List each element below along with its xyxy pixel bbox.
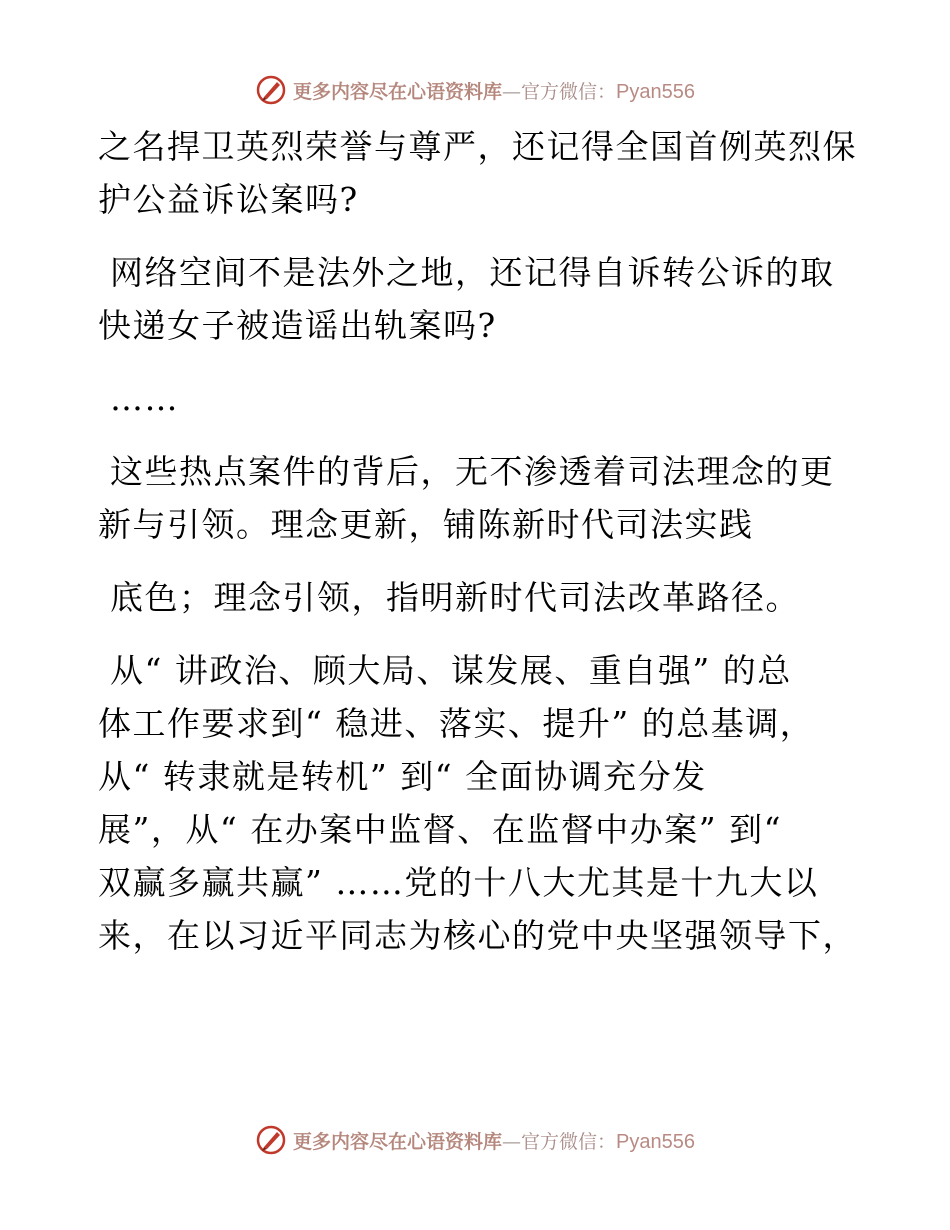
paragraph: [98, 571, 858, 624]
text-line: 体工作要求到“ 稳进、落实、提升” 的总基调，: [98, 704, 815, 743]
wechat-label: 官方微信：: [521, 80, 617, 103]
text-line: 之名捍卫英烈荣誉与尊严，还记得全国首例英烈保: [98, 127, 857, 166]
text-line: 这些热点案件的背后，无不渗透着司法理念的更: [98, 452, 835, 491]
header-banner: [0, 70, 950, 110]
site-name: 更多内容尽在心语资料库: [293, 1130, 503, 1153]
wechat-label: 官方微信：: [521, 1130, 617, 1153]
site-name: 更多内容尽在心语资料库: [293, 80, 503, 103]
text-line: 护公益诉讼案吗?: [98, 180, 359, 219]
text-line: ……: [98, 379, 179, 418]
text-line: 从“ 转隶就是转机” 到“ 全面协调充分发: [98, 757, 707, 796]
paragraph: [98, 246, 858, 352]
wechat-id: Pyan556: [616, 1130, 695, 1153]
pen-logo-icon: [255, 74, 287, 106]
text-line: 来，在以习近平同志为核心的党中央坚强领导下，: [98, 916, 857, 955]
paragraph: [98, 445, 858, 551]
text-line: 新与引领。理念更新，铺陈新时代司法实践: [98, 505, 754, 544]
document-body: [98, 120, 858, 962]
wechat-id: Pyan556: [616, 80, 695, 103]
text-line: 从“ 讲政治、顾大局、谋发展、重自强” 的总: [98, 651, 792, 690]
text-line: 展”，从“ 在办案中监督、在监督中办案” 到“: [98, 810, 782, 849]
pen-logo-icon: [255, 1124, 287, 1156]
paragraph: [98, 644, 858, 962]
banner-separator: —: [502, 1130, 522, 1153]
banner-separator: —: [502, 80, 522, 103]
text-line: 网络空间不是法外之地，还记得自诉转公诉的取: [98, 253, 835, 292]
paragraph: [98, 372, 858, 425]
text-line: 底色；理念引领，指明新时代司法改革路径。: [98, 578, 800, 617]
text-line: 双赢多赢共赢” ……党的十八大尤其是十九大以: [98, 863, 819, 902]
text-line: 快递女子被造谣出轨案吗?: [98, 306, 497, 345]
footer-banner: [0, 1120, 950, 1160]
paragraph: [98, 120, 858, 226]
